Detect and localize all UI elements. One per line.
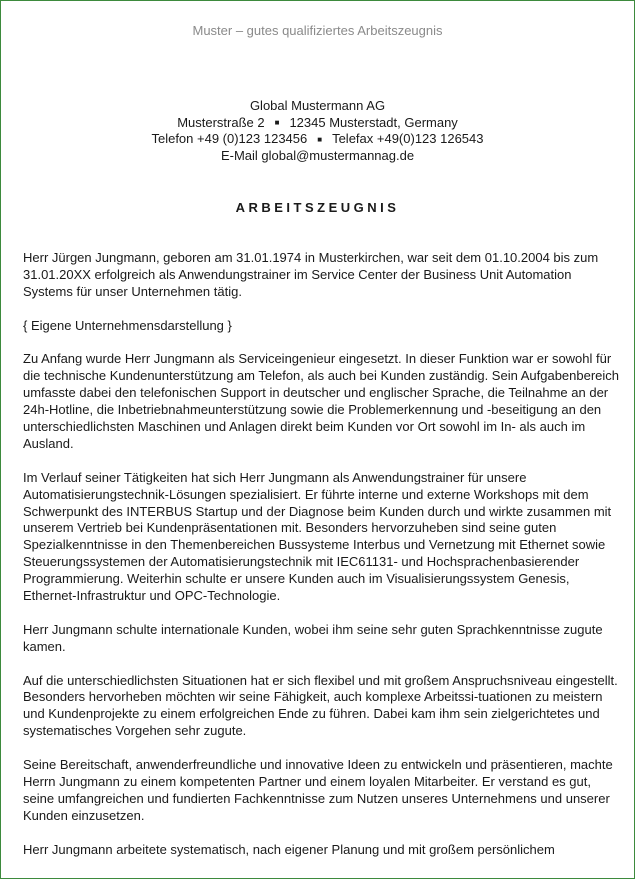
company-name: Global Mustermann AG bbox=[249, 98, 386, 113]
company-city: 12345 Musterstadt, Germany bbox=[289, 114, 458, 130]
document-title: ARBEITSZEUGNIS bbox=[235, 200, 400, 215]
paragraph-initial-role: Zu Anfang wurde Herr Jungmann als Serviceingenieur eingesetzt. In dieser Funktion war er sowohl für die technische Kundenunterstützung am Telefon, als auch bei Kunden zuständig. Sein Aufgabenbereich umfasste dabei den telefonischen Support in deutscher und englischer Sprache, die Teilnahme an der 24h-Hotline, die Inbetriebnahmeunterstützung sowie die Problemerkennung und -beseitigung an den unterschiedlichsten Maschinen und Anlagen direkt beim Kunden vor Ort sowohl im In- als auch im Ausland. bbox=[23, 351, 620, 451]
bullet-separator-icon: ■ bbox=[274, 117, 280, 127]
document-body bbox=[23, 250, 623, 875]
company-fax: Telefax +49(0)123 126543 bbox=[332, 131, 484, 147]
company-email: E-Mail global@mustermannag.de bbox=[220, 148, 415, 164]
paragraph-specialization: Im Verlauf seiner Tätigkeiten hat sich Herr Jungmann als Anwendungstrainer für unsere Automatisierungstechnik-Lösungen spezialisiert. Er führte interne und externe Workshops mit dem Schwerpunkt des INTERBUS Startup und der Diagnose beim Kunden durch und wirkte zusammen mit unserem Vertrieb bei Kundenpräsentationen mit. Besonders hervorzuheben sind seine guten Spezialkenntnisse in den Themenbereichen Bussysteme Interbus und Vernetzung mit Ethernet sowie Steuerungssystemen der Automatisierungstechnik mit IEC61131- und Hochsprachenbasierender Programmierung. Weiterhin schulte er unsere Kunden auch im Visualisierungssystem Genesis, Ethernet-Infrastruktur und OPC-Technologie. bbox=[23, 469, 612, 604]
company-contact-line bbox=[1, 131, 634, 148]
paragraph-work-style: Herr Jungmann arbeitete systematisch, nach eigener Planung und mit großem persönlichem bbox=[23, 841, 555, 857]
paragraph-company-description: { Eigene Unternehmensdarstellung } bbox=[23, 317, 232, 333]
paragraph-partnership: Seine Bereitschaft, anwenderfreundliche und innovative Ideen zu entwickeln und präsentieren, machte Herrn Jungmann zu einem kompetenten Partner und einem loyalen Mitarbeiter. Er verstand es gut, seine umfangreichen und fundierten Fachkenntnisse zum Nutzen unseres Unternehmens und unserer Kunden einzusetzen. bbox=[23, 757, 613, 823]
bullet-separator-icon: ■ bbox=[317, 134, 323, 144]
paragraph-intro: Herr Jürgen Jungmann, geboren am 31.01.1974 in Musterkirchen, war seit dem 01.10.2004 bis zum 31.01.20XX erfolgreich als Anwendungstrainer im Service Center der Business Unit Automation Systems für unser Unternehmen tätig. bbox=[23, 250, 599, 299]
company-street: Musterstraße 2 bbox=[177, 114, 265, 130]
company-phone: Telefon +49 (0)123 123456 bbox=[151, 131, 308, 147]
paragraph-flexibility: Auf die unterschiedlichsten Situationen hat er sich flexibel und mit großem Anspruchsniveau eingestellt. Besonders hervorheben möchten wir seine Fähigkeit, auch komplexe Arbeitssi-tuationen zu meistern und Kundenprojekte zu einem erfolgreichen Ende zu führen. Dabei kam ihm sein zielgerichtetes und systematisches Vorgehen sehr zugute. bbox=[23, 672, 618, 739]
paragraph-international: Herr Jungmann schulte internationale Kunden, wobei ihm seine sehr guten Sprachkenntnisse zugute kamen. bbox=[23, 621, 603, 654]
page-header-title: Muster – gutes qualifiziertes Arbeitszeugnis bbox=[192, 23, 443, 38]
company-street-line bbox=[1, 115, 634, 132]
company-address-block bbox=[1, 98, 634, 165]
